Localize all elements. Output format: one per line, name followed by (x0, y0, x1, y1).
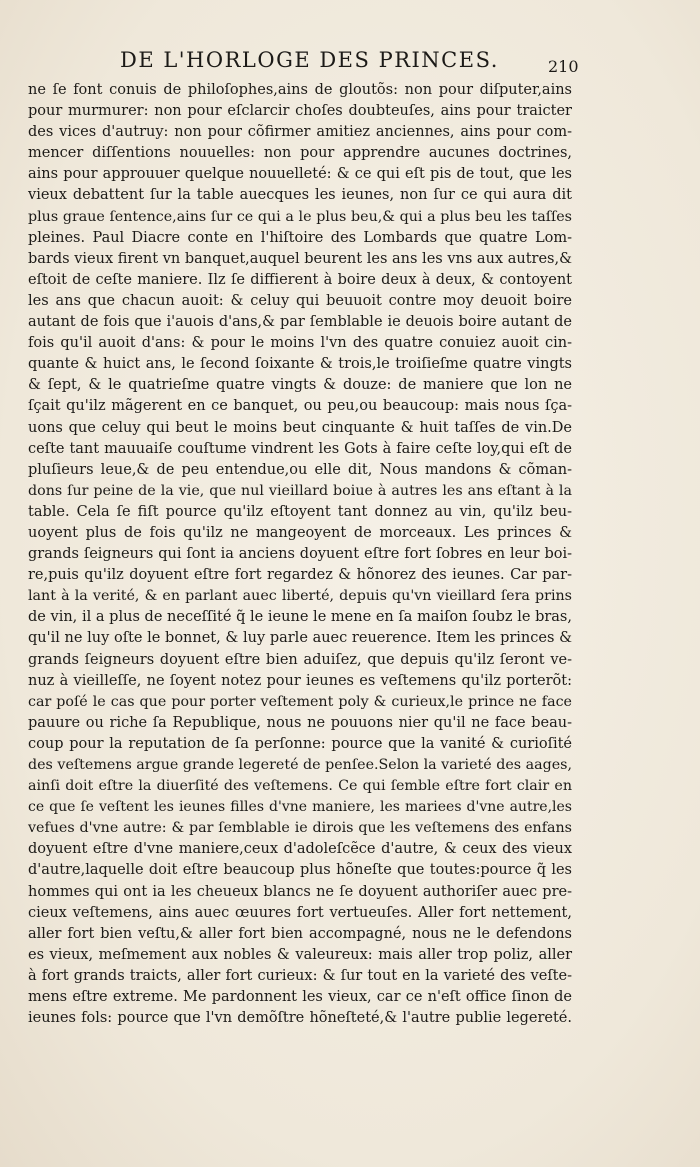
text-line: eſtoit de ceſte maniere. Ilz ſe diffierent à boire deux à deux, & contoyent (28, 271, 572, 288)
text-line: autant de fois que i'auois d'ans,& par ſemblable ie deuois boire autant de (28, 314, 572, 331)
text-line: ne ſe font conuis de philoſophes,ains de gloutõs: non pour diſputer,ains (28, 82, 572, 98)
text-line: de vin, il a plus de neceſſité q̃ le ieune le mene en ſa maiſon ſoubz le bras, (28, 609, 572, 626)
text-line: qu'il ne luy oſte le bonnet, & luy parle auec reuerence. Item les princes & (28, 630, 572, 647)
text-line: doyuent eſtre d'vne maniere,ceux d'adoleſcẽce d'autre, & ceux des vieux (28, 841, 572, 858)
text-line: mencer diſſentions nouuelles: non pour apprendre aucunes doctrines, (28, 145, 572, 162)
text-line: hommes qui ont ia les cheueux blancs ne ſe doyuent authoriſer auec pre- (28, 883, 572, 900)
text-line: car poſé le cas que pour porter veſtement poly & curieux,le prince ne face (28, 693, 572, 710)
text-line: grands ſeigneurs qui ſont ia anciens doyuent eſtre fort ſobres en leur boi- (28, 546, 572, 563)
text-line: nuz à vieilleſſe, ne ſoyent notez pour ieunes es veſtemens qu'ilz porterõt: (28, 672, 572, 689)
text-line: à fort grands traicts, aller fort curieux: & ſur tout en la varieté des veſte- (28, 967, 572, 984)
text-line: grands ſeigneurs doyuent eſtre bien aduiſez, que depuis qu'ilz ſeront ve- (28, 651, 572, 668)
page-number: 210 (548, 57, 579, 76)
text-line: re,puis qu'ilz doyuent eſtre fort regardez & hõnorez des ieunes. Car par- (28, 567, 572, 584)
text-line: es vieux, meſmement aux nobles & valeureux: mais aller trop poliz, aller (28, 946, 572, 963)
text-line: pleines. Paul Diacre conte en l'hiſtoire des Lombards que quatre Lom- (28, 229, 572, 246)
text-line: ce que ſe veſtent les ieunes filles d'vne maniere, les mariees d'vne autre,les (28, 799, 572, 816)
text-line: pour murmurer: non pour eſclarcir choſes doubteuſes, ains pour traicter (28, 103, 572, 120)
running-head: DE L'HORLOGE DES PRINCES. (120, 48, 499, 72)
text-line: coup pour la reputation de ſa perſonne: pource que la vanité & curioſité (28, 735, 572, 752)
text-line: vefues d'vne autre: & par ſemblable ie dirois que les veſtemens des enfans (28, 820, 572, 837)
text-line: bards vieux firent vn banquet,auquel beurent les ans les vns aux autres,& (28, 250, 572, 267)
text-line: les ans que chacun auoit: & celuy qui beuuoit contre moy deuoit boire (28, 292, 572, 309)
text-line: ains pour approuuer quelque nouuelleté: & ce qui eſt pis de tout, que les (28, 166, 572, 183)
text-line: & ſept, & le quatrieſme quatre vingts & douze: de maniere que lon ne (28, 377, 572, 394)
text-line: uons que celuy qui beut le moins beut cinquante & huit taſſes de vin.De (28, 419, 572, 436)
text-line: aller fort bien veſtu,& aller fort bien accompagné, nous ne le defendons (28, 925, 572, 942)
text-line: pluſieurs leue,& de peu entendue,ou elle dit, Nous mandons & cõman- (28, 461, 572, 478)
text-line: pauure ou riche ſa Republique, nous ne pouuons nier qu'il ne face beau- (28, 714, 572, 731)
text-line: cieux veſtemens, ains auec œuures fort vertueuſes. Aller fort nettement, (28, 904, 572, 921)
text-line: dons ſur peine de la vie, que nul vieillard boiue à autres les ans eſtant à la (28, 482, 572, 499)
text-line: lant à la verité, & en parlant auec liberté, depuis qu'vn vieillard ſera prins (28, 588, 572, 605)
text-line: des vices d'autruy: non pour cõfirmer amitiez anciennes, ains pour com- (28, 124, 572, 141)
text-line: table. Cela ſe fiſt pource qu'ilz eſtoyent tant donnez au vin, qu'ilz beu- (28, 503, 572, 520)
text-line: plus graue ſentence,ains ſur ce qui a le plus beu,& qui a plus beu les taſſes (28, 208, 572, 225)
text-line: d'autre,laquelle doit eſtre beaucoup plus hõneſte que toutes:pource q̃ les (28, 862, 572, 879)
text-line: des veſtemens argue grande legereté de penſee.Selon la varieté des aages, (28, 757, 572, 773)
text-line: ieunes fols: pource que l'vn demõſtre hõneſteté,& l'autre publie legereté. (28, 1010, 572, 1027)
text-line: mens eſtre extreme. Me pardonnent les vieux, car ce n'eſt office ſinon de (28, 989, 572, 1006)
text-line: fois qu'il auoit d'ans: & pour le moins l'vn des quatre conuiez auoit cin- (28, 335, 572, 352)
text-line: ainſi doit eſtre la diuerſité des veſtemens. Ce qui ſemble eſtre fort clair en (28, 778, 572, 795)
body-text (28, 80, 572, 1029)
text-line: uoyent plus de fois qu'ilz ne mangeoyent de morceaux. Les princes & (28, 524, 572, 541)
text-line: vieux debattent ſur la table auecques les ieunes, non ſur ce qui aura dit (28, 187, 572, 204)
text-line: quante & huict ans, le ſecond ſoixante & trois,le troiſieſme quatre vingts (28, 356, 572, 373)
text-line: ſçait qu'ilz mãgerent en ce banquet, ou peu,ou beaucoup: mais nous ſça- (28, 398, 572, 415)
text-line: ceſte tant mauuaiſe couſtume vindrent les Gots à faire ceſte loy,qui eſt de (28, 440, 572, 457)
